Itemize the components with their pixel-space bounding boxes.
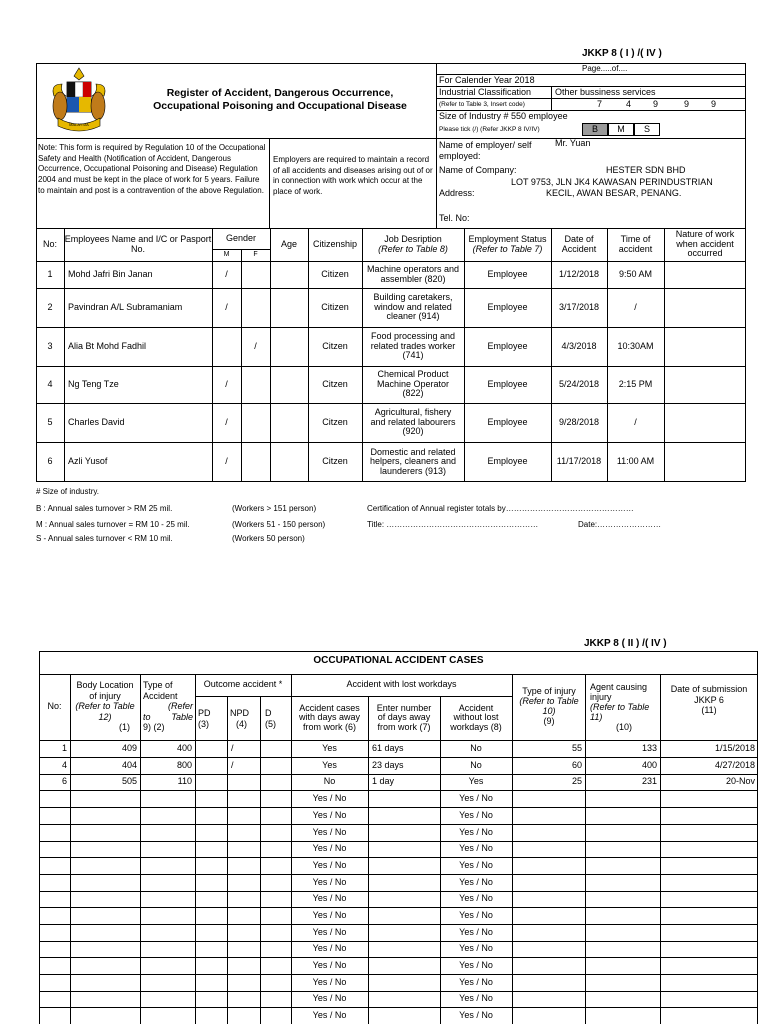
- f2-header-type: Type of Accident (Refer to Table 9) (2): [143, 680, 193, 732]
- employer-label: Name of employer/ self employed:: [439, 140, 532, 161]
- industrial-classification-value: Other bussiness services: [555, 87, 656, 97]
- size-option-m[interactable]: M: [608, 123, 634, 136]
- form1-code: JKKP 8 ( I ) /( IV ): [582, 48, 662, 59]
- header-employment: Employment Status (Refer to Table 7): [468, 234, 547, 254]
- employer-value: Mr. Yuan: [555, 138, 591, 148]
- title-line1: Register of Accident, Dangerous Occurrence,: [166, 87, 394, 99]
- f2-header-agent: Agent causing injury (Refer to Table 11) (10): [590, 682, 650, 732]
- f2-header-without: Accident without lost workdays (8): [450, 702, 502, 732]
- header-time: Time of accident: [618, 234, 653, 254]
- footnote-s: S - Annual sales turnover < RM 10 mil. (Workers 50 person): [36, 534, 305, 543]
- industrial-classification-label: Industrial Classification: [439, 87, 532, 97]
- refer-table3: (Refer to Table 3, Insert code): [439, 101, 525, 108]
- header-name: Employees Name and I/C or Pasport No.: [64, 234, 212, 254]
- date-line[interactable]: Date:……………………: [578, 520, 662, 529]
- header-age: Age: [280, 238, 297, 249]
- f2-header-cases: Accident cases with days away from work (6): [298, 702, 361, 732]
- certification-line[interactable]: Certification of Annual register totals by…………………………………………: [367, 504, 634, 513]
- employers-note: Employers are required to maintain a record of all accidents and diseases arising out of or in connection with work which occur at the place of work.: [273, 155, 433, 197]
- header-gender-f: F: [253, 251, 258, 259]
- tel-label: Tel. No:: [439, 213, 470, 223]
- header-gender-m: M: [223, 251, 230, 259]
- f2-header-pd: PD (3): [198, 708, 211, 729]
- logo-label: MALAYSIA: [69, 122, 89, 127]
- company-label: Name of Company:: [439, 165, 517, 175]
- address-line2: KECIL, AWAN BESAR, PENANG.: [546, 188, 682, 198]
- footnote-m: M : Annual sales turnover = RM 10 - 25 mil. (Workers 51 - 150 person): [36, 520, 326, 529]
- address-label: Address:: [439, 188, 475, 198]
- f2-header-npd: NPD (4): [230, 708, 250, 729]
- header-nature: Nature of work when accident occurred: [675, 229, 735, 259]
- industry-code-digits: 7 4 9 9 9: [597, 99, 717, 109]
- f2-header-submission: Date of submission JKKP 6 (11): [670, 684, 748, 715]
- header-citizenship: Citizenship: [312, 238, 358, 249]
- footnote-b: B : Annual sales turnover > RM 25 mil. (Workers > 151 person): [36, 504, 317, 513]
- f2-header-d: D (5): [265, 708, 276, 729]
- f2-header-injury: Type of injury (Refer to Table 10) (9): [519, 686, 579, 726]
- f2-header-body: Body Location of injury (Refer to Table 12) (1): [75, 680, 135, 732]
- size-option-b[interactable]: B: [582, 123, 608, 136]
- form2-code: JKKP 8 ( II ) /( IV ): [584, 638, 667, 649]
- address-line1: LOT 9753, JLN JK4 KAWASAN PERINDUSTRIAN: [511, 177, 713, 187]
- please-tick: Please tick (/) (Refer JKKP 8 IV/IV): [439, 126, 540, 133]
- coat-of-arms-logo: [48, 66, 110, 134]
- page-label: Page.....of....: [582, 64, 628, 73]
- size-option-s[interactable]: S: [634, 123, 660, 136]
- form1-title: [120, 87, 440, 113]
- size-of-industry: Size of Industry # 550 employee: [439, 111, 568, 121]
- title-line2: Occupational Poisoning and Occupational Disease: [153, 100, 407, 112]
- f2-header-outcome: Outcome accident *: [203, 679, 283, 690]
- header-date: Date of Accident: [561, 234, 597, 254]
- header-gender: Gender: [225, 232, 257, 243]
- footnote-title: # Size of industry.: [36, 487, 99, 496]
- calendar-year: For Calender Year 2018: [439, 75, 535, 85]
- company-value: HESTER SDN BHD: [606, 165, 686, 175]
- regulation-note: Note: This form is required by Regulation 10 of the Occupational Safety and Health (Notification of Accident, Dangerous Occurrence, Occupational Poisoning and Disease) Regulation 2004 and must be kept in the place of work for 5 years. Failure to maintain and post is a contravention of the above Regulation.: [38, 143, 266, 195]
- header-job: Job Desription (Refer to Table 8): [378, 234, 448, 254]
- f2-header-lost: Accident with lost workdays: [346, 679, 457, 690]
- form2-title: OCCUPATIONAL ACCIDENT CASES: [313, 655, 484, 666]
- f2-header-enter: Enter number of days away from work (7): [376, 702, 432, 732]
- title-line[interactable]: Title: …………………………………………………: [367, 520, 539, 529]
- f2-header-no: No:: [47, 701, 62, 712]
- header-no: No:: [42, 238, 57, 249]
